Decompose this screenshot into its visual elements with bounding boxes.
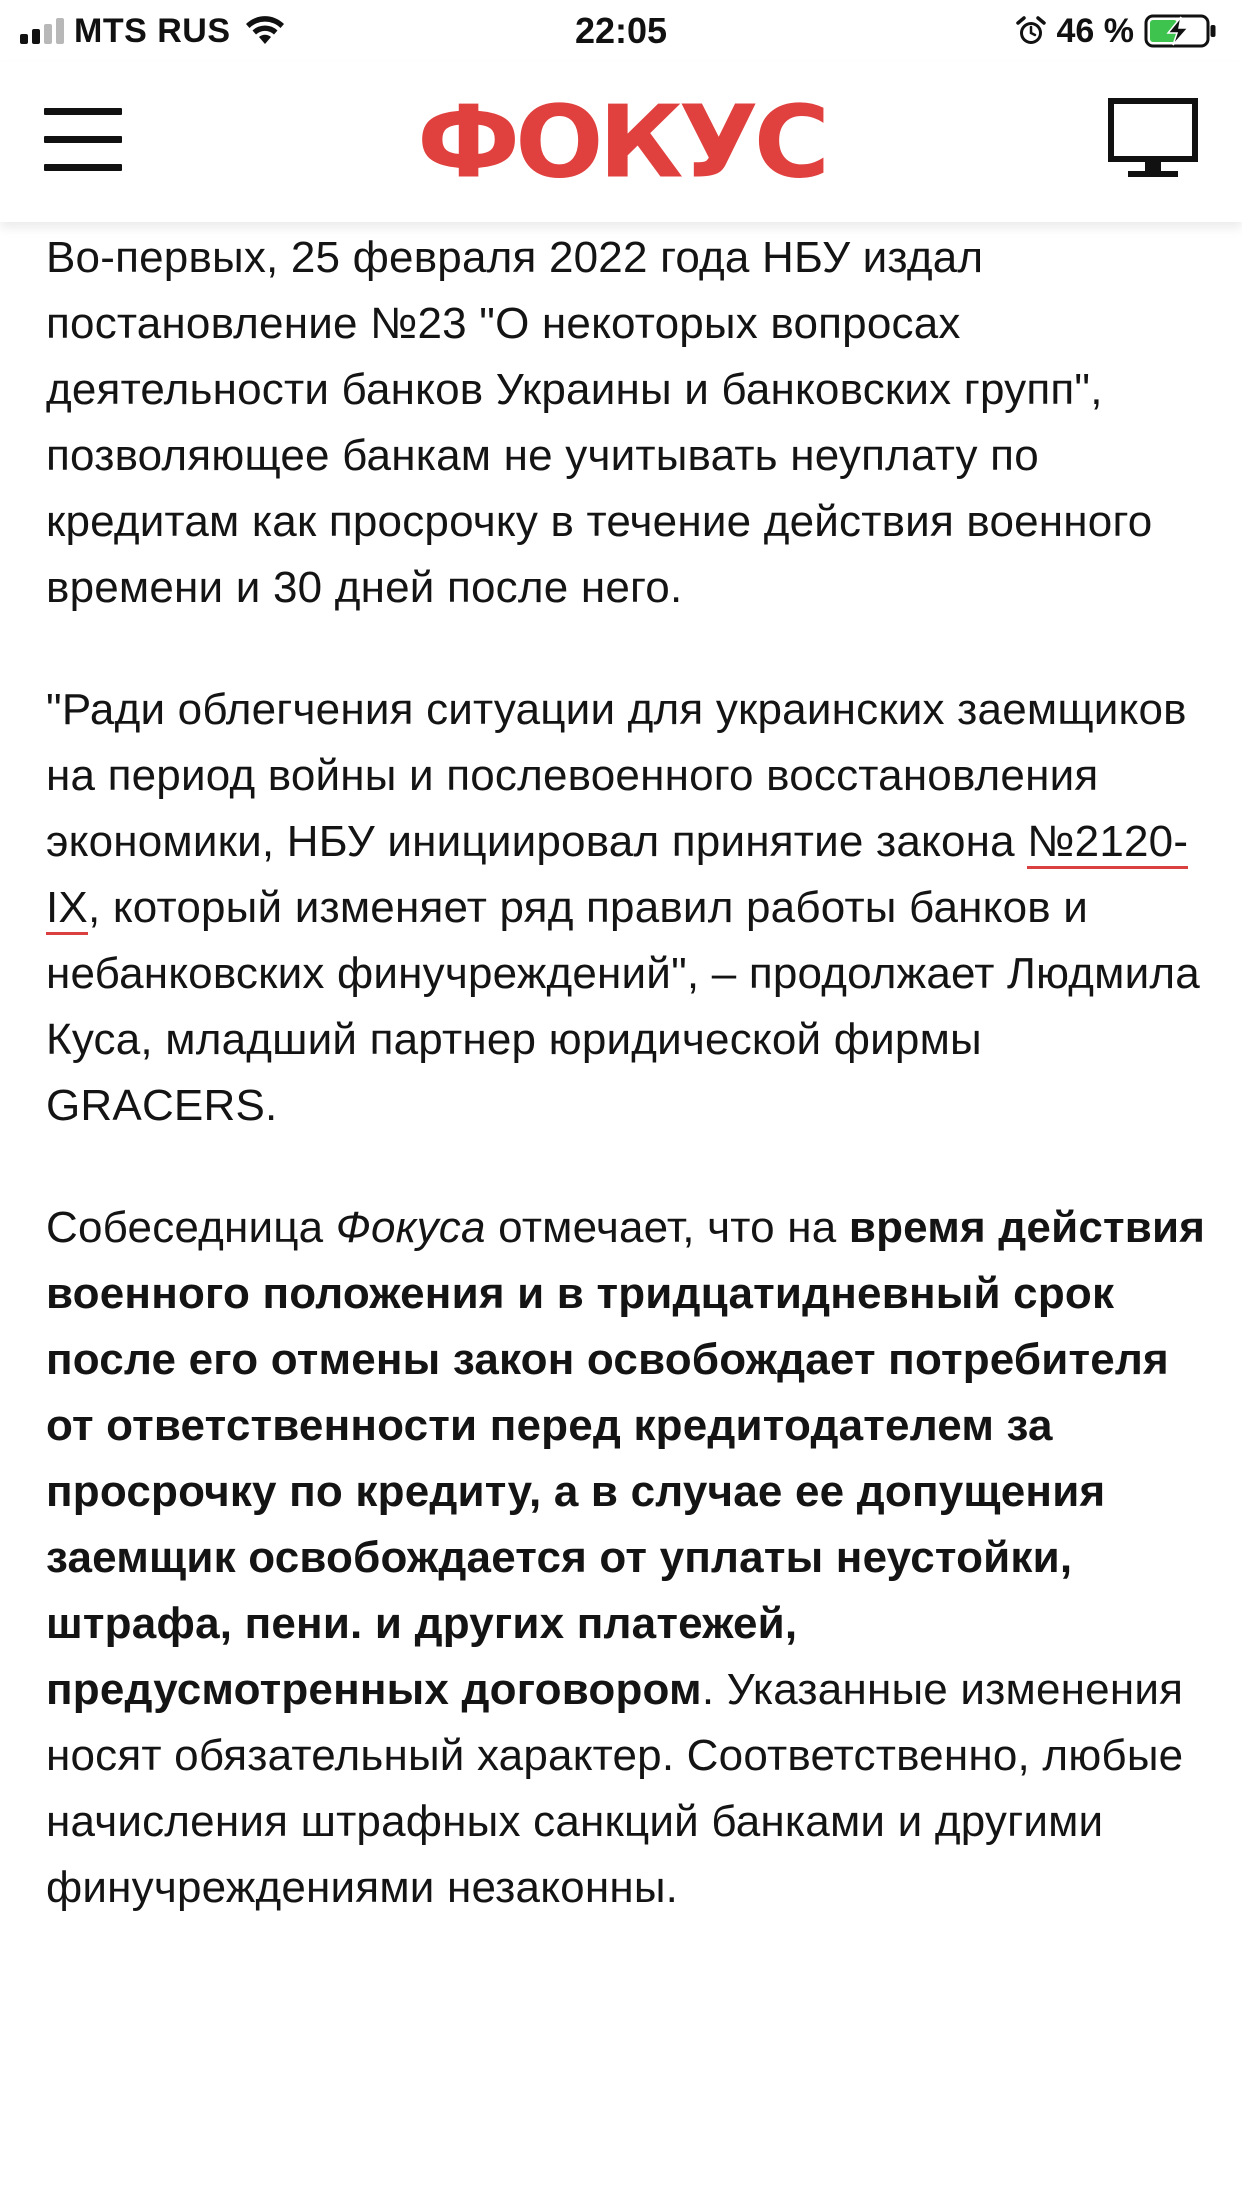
article-body <box>46 225 1206 1921</box>
site-header <box>0 62 1242 222</box>
carrier-name: MTS RUS <box>74 11 231 50</box>
italic-text: Фокуса <box>335 1203 486 1252</box>
article-paragraph: Во-первых, 25 февраля 2022 года НБУ издал постановление №23 "О некоторых вопросах деятельности банков Украины и банковских групп", позволяющее банкам не учитывать неуплату по кредитам как просрочку в течение действия военного времени и 30 дней после него. <box>46 233 1153 612</box>
site-logo[interactable]: ФОКУС <box>416 83 826 201</box>
status-time: 22:05 <box>574 10 668 51</box>
law-link[interactable]: №2120-IX <box>46 817 1188 935</box>
paragraph-text: отмечает, что на <box>485 1203 849 1252</box>
paragraph-text: . Указанные изменения носят обязательный характер. Соответственно, любые начисления штрафных санкций банками и другими финучреждениями незаконны. <box>46 1665 1184 1912</box>
battery-percent: 46 % <box>1056 11 1134 50</box>
paragraph-text: Собеседница <box>46 1203 336 1252</box>
bold-text: время действия военного положения и в тридцатидневный срок после его отмены закон освобождает потребителя от ответственности перед кредитодателем за просрочку по кредиту, а в случае ее допущения заемщик освобождается от уплаты неустойки, штрафа, пени. и других платежей, предусмотренных договором <box>46 1203 1206 1714</box>
article-paragraph <box>46 677 1206 1139</box>
paragraph-text: "Ради облегчения ситуации для украинских заемщиков на период войны и послевоенного восстановления экономики, НБУ инициировал принятие закона <box>46 685 1187 866</box>
alarm-icon <box>1015 15 1047 47</box>
status-right <box>1015 8 1219 54</box>
tv-icon[interactable] <box>1108 98 1198 182</box>
article-paragraph <box>46 1195 1206 1921</box>
battery-charging-icon <box>1144 14 1218 48</box>
status-bar <box>0 0 1242 62</box>
paragraph-text: , который изменяет ряд правил работы банков и небанковских финучреждений", – продолжает Людмила Куса, младший партнер юридической фирмы GRACERS. <box>46 883 1200 1130</box>
